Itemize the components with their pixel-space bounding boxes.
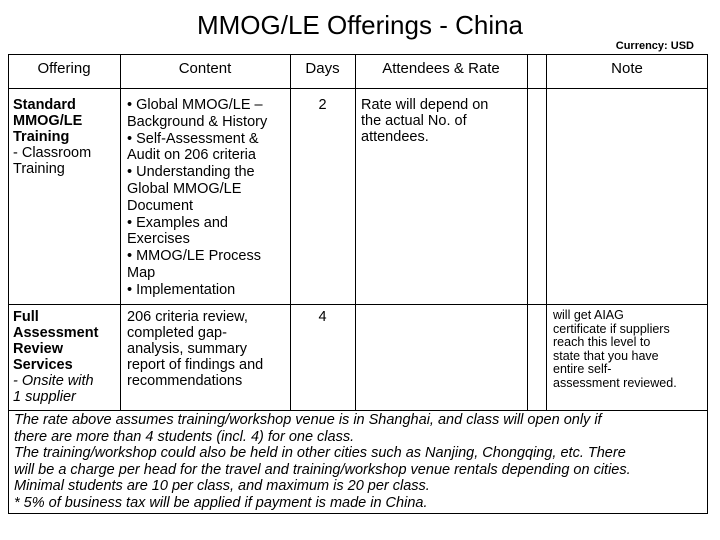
content-line: Exercises bbox=[127, 231, 190, 248]
content-line: recommendations bbox=[127, 373, 243, 389]
header-row-divider bbox=[8, 88, 708, 89]
header-note: Note bbox=[611, 60, 643, 77]
footer-notes bbox=[14, 412, 704, 511]
note-line: will get AIAG bbox=[553, 308, 624, 322]
header-offering: Offering bbox=[37, 60, 91, 77]
row-divider bbox=[8, 304, 708, 305]
content-line: • Examples and bbox=[127, 214, 228, 231]
row2-content bbox=[127, 309, 289, 389]
footer-line: there are more than 4 students (incl. 4) for one class. bbox=[14, 428, 355, 445]
column-divider bbox=[527, 54, 528, 411]
row1-attendees-rate bbox=[361, 97, 526, 145]
header-attendees-rate: Attendees & Rate bbox=[382, 60, 500, 77]
offering-title-line: Standard bbox=[13, 97, 76, 113]
header-content: Content bbox=[178, 60, 232, 77]
note-line: entire self- bbox=[553, 362, 612, 376]
content-line: Global MMOG/LE bbox=[127, 180, 242, 197]
currency-label: Currency: USD bbox=[615, 40, 694, 52]
offering-title-line: Assessment bbox=[13, 325, 99, 341]
content-line: • Implementation bbox=[127, 281, 236, 298]
column-divider bbox=[120, 54, 121, 411]
content-line: completed gap- bbox=[127, 325, 227, 341]
content-line: • Self-Assessment & bbox=[127, 130, 259, 147]
note-line: assessment reviewed. bbox=[553, 375, 677, 390]
offering-title-line: MMOG/LE bbox=[13, 113, 83, 129]
offering-subtitle-line: 1 supplier bbox=[13, 389, 76, 405]
row1-content bbox=[127, 97, 289, 299]
offering-subtitle-line: - Onsite with bbox=[13, 373, 94, 389]
content-line: Background & History bbox=[127, 113, 268, 130]
content-line: Audit on 206 criteria bbox=[127, 147, 256, 164]
content-line: Map bbox=[127, 264, 156, 281]
footer-line: will be a charge per head for the travel and training/workshop venue rentals depending on cities. bbox=[14, 461, 631, 478]
page-title: MMOG/LE Offerings - China bbox=[196, 10, 524, 40]
row1-days: 2 bbox=[318, 97, 327, 113]
row2-days: 4 bbox=[318, 309, 327, 325]
offering-title-line: Services bbox=[13, 357, 73, 373]
row2-note bbox=[553, 309, 707, 390]
offering-subtitle-line: - Classroom bbox=[13, 145, 92, 161]
footer-line: Minimal students are 10 per class, and maximum is 20 per class. bbox=[14, 478, 430, 494]
offering-title-line: Review bbox=[13, 341, 63, 357]
offering-title-line: Full bbox=[13, 309, 39, 325]
footer-line: The training/workshop could also be held in other cities such as Nanjing, Chongqing, etc. There bbox=[14, 445, 626, 461]
content-line: • Understanding the bbox=[127, 164, 255, 181]
note-line: certificate if suppliers bbox=[553, 321, 670, 336]
content-line: Document bbox=[127, 197, 194, 214]
offering-subtitle-line: Training bbox=[13, 161, 65, 177]
content-line: analysis, summary bbox=[127, 341, 248, 357]
note-line: reach this level to bbox=[553, 335, 651, 349]
column-divider bbox=[355, 54, 356, 411]
attendees-line: Rate will depend on bbox=[361, 97, 489, 113]
note-line: state that you have bbox=[553, 348, 659, 363]
column-divider bbox=[546, 54, 547, 411]
offering-title-line: Training bbox=[13, 129, 70, 145]
footer-line: * 5% of business tax will be applied if payment is made in China. bbox=[14, 494, 428, 511]
content-line: 206 criteria review, bbox=[127, 309, 248, 325]
row1-offering bbox=[13, 97, 119, 177]
content-line: • Global MMOG/LE – bbox=[127, 97, 263, 113]
table-footer-divider bbox=[8, 410, 708, 411]
footer-line: The rate above assumes training/workshop venue is in Shanghai, and class will open only if bbox=[14, 412, 602, 428]
attendees-line: the actual No. of bbox=[361, 113, 467, 129]
row2-offering bbox=[13, 309, 119, 405]
header-days: Days bbox=[305, 60, 340, 77]
content-line: • MMOG/LE Process bbox=[127, 248, 261, 265]
content-line: report of findings and bbox=[127, 357, 264, 373]
attendees-line: attendees. bbox=[361, 129, 429, 145]
